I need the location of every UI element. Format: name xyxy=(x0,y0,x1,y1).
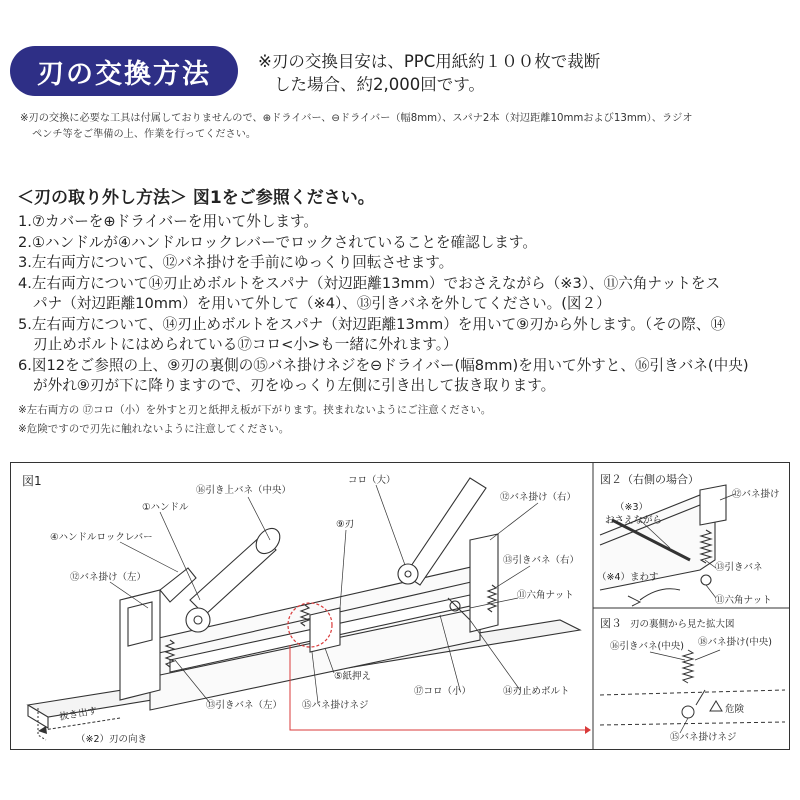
fig2-label-note3-sub: おさえながら xyxy=(605,515,663,526)
figure3-caption: 刃の裏側から見た拡大図 xyxy=(630,619,735,630)
step-5-cont: 刃止めボルトにはめられている⑰コロ<小>も一緒に外れます。） xyxy=(33,336,458,353)
figure3-label: 図３ xyxy=(600,617,622,630)
label-paper-presser: ⑤紙押え xyxy=(334,671,372,682)
fig2-label-note4: （※4）まわす xyxy=(597,572,659,583)
label-hex-nut: ⑪六角ナット xyxy=(517,590,574,601)
step-1: 1.⑦カバーを⊕ドライバーを用いて外します。 xyxy=(18,213,319,230)
step-2: 2.①ハンドルが④ハンドルロックレバーでロックされていることを確認します。 xyxy=(18,233,537,251)
intro-line-1: ※刃の交換目安は、PPC用紙約１００枚で裁断 xyxy=(258,52,601,71)
left-bracket xyxy=(120,590,160,700)
label-roller-large: コロ（大） xyxy=(348,475,396,486)
tools-note-line-1: ※刃の交換に必要な工具は付属しておりませんので、⊕ドライバー、⊖ドライバー（幅8mm）、スパナ2本（対辺距離10mmおよび13mm）、ラジオ xyxy=(20,113,693,124)
caution-note-2: ※危険ですので刃先に触れないように注意してください。 xyxy=(18,423,290,435)
step-5: 5.左右両方について、⑭刃止めボルトをスパナ（対辺距離13mm）を用いて⑨刃から外します。（その際、⑭ xyxy=(18,315,726,333)
fig3-label-danger: 危険 xyxy=(725,704,745,715)
lock-lever xyxy=(160,568,196,602)
label-pull-spring-left: ⑬引きバネ（左） xyxy=(206,700,283,711)
label-lock-lever: ④ハンドルロックレバー xyxy=(50,532,153,543)
page-title: 刃の交換方法 xyxy=(37,58,211,90)
fig2-label-spring-hook: ⑫バネ掛け xyxy=(732,489,780,500)
label-roller-small: ⑰コロ（小） xyxy=(414,686,472,697)
label-spring-hook-left: ⑫バネ掛け（左） xyxy=(70,572,147,583)
fig3-label-spring-screw: ⑮バネ掛けネジ xyxy=(670,732,737,743)
label-blade: ⑨刃 xyxy=(336,519,355,530)
step-6: 6.図12をご参照の上、⑨刃の裏側の⑮バネ掛けネジを⊖ドライバー(幅8mm)を用いて外すと、⑯引きバネ(中央) xyxy=(18,356,749,374)
danger-triangle-icon xyxy=(710,701,722,711)
pull-out-arrow xyxy=(44,718,120,730)
figure2-label: 図２（右側の場合） xyxy=(600,473,699,486)
fig3-label-spring-hook: ⑱バネ掛け(中央) xyxy=(698,637,772,648)
label-pull-spring-top: ⑯引き上バネ（中央） xyxy=(196,485,292,496)
tools-note-line-2: ペンチ等をご準備の上、作業を行ってください。 xyxy=(32,129,257,140)
fig3-spring xyxy=(683,650,693,683)
label-blade-bolt: ⑭刃止めボルト xyxy=(503,686,570,697)
fig2-label-pull-spring: ⑬引きバネ xyxy=(715,562,763,573)
removal-heading: ＜刃の取り外し方法＞ 図1をご参照ください。 xyxy=(17,188,375,208)
label-spring-hook-right: ⑫バネ掛け（右） xyxy=(500,492,577,503)
label-handle: ①ハンドル xyxy=(142,502,189,513)
right-bracket xyxy=(470,534,498,632)
fig2-label-note3: （※3） xyxy=(615,502,649,513)
step-4-cont: パナ（対辺距離10mm）を用いて外して（※4）、⑬引きバネを外してください。(図２） xyxy=(33,295,611,312)
label-spring-screw: ⑮バネ掛けネジ xyxy=(302,700,369,711)
cutter-machine-drawing xyxy=(28,478,580,728)
figure1-label: 図1 xyxy=(22,474,42,488)
intro-line-2: した場合、約2,000回です。 xyxy=(274,75,485,94)
fig2-label-hex-nut: ⑪六角ナット xyxy=(715,595,772,606)
step-6-cont: が外れ⑨刃が下に降りますので、刃をゆっくり左側に引き出して抜き取ります。 xyxy=(33,377,556,394)
fig2-bracket xyxy=(700,485,726,525)
fig3-label-pull-spring: ⑯引きバネ(中央) xyxy=(610,641,684,652)
caution-note-1: ※左右両方の ⑰コロ（小）を外すと刃と紙押え板が下がります。挟まれないようにご注意ください。 xyxy=(18,404,492,416)
label-blade-direction: （※2）刃の向き xyxy=(76,734,148,745)
label-pull-spring-right: ⑬引きバネ（右） xyxy=(503,555,580,566)
label-pull-out: 抜き出す xyxy=(58,705,98,723)
step-3: 3.左右両方について、⑫バネ掛けを手前にゆっくり回転させます。 xyxy=(18,254,454,271)
step-4: 4.左右両方について⑭刃止めボルトをスパナ（対辺距離13mm）でおさえながら（※3）、⑪六角ナットをス xyxy=(18,274,721,292)
figure3-drawing xyxy=(600,650,785,725)
